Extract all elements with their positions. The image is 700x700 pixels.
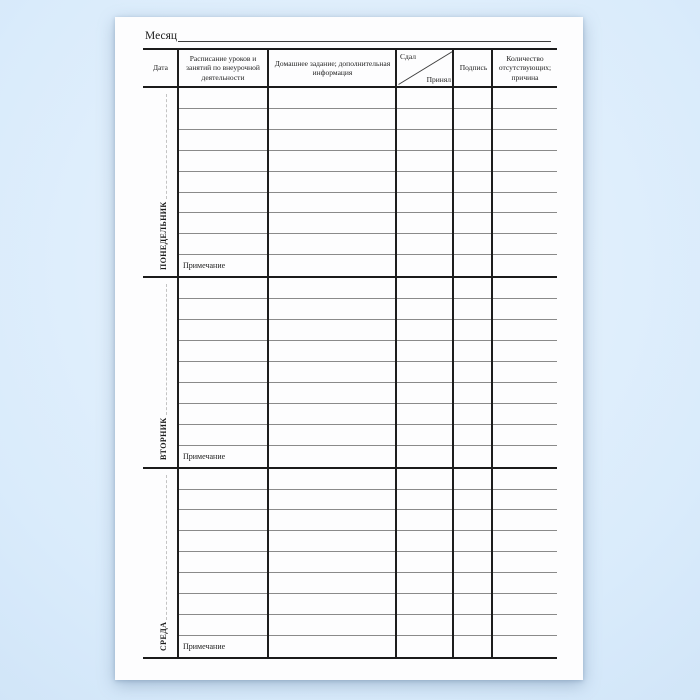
lesson-rows	[178, 88, 557, 255]
day-label-underline	[166, 475, 167, 620]
note-label: Примечание	[183, 451, 226, 461]
header-cell-signature	[454, 50, 493, 86]
day-date-cell	[143, 88, 177, 276]
lesson-row	[178, 151, 557, 172]
lesson-row	[178, 552, 557, 573]
column-divider	[177, 88, 179, 276]
lesson-row	[178, 404, 557, 425]
lesson-row	[178, 615, 557, 636]
lesson-row	[178, 299, 557, 320]
lesson-row	[178, 193, 557, 214]
lesson-row	[178, 278, 557, 299]
lesson-rows	[178, 278, 557, 445]
day-block-wednesday	[143, 469, 557, 659]
column-divider	[267, 469, 269, 657]
note-row	[178, 636, 557, 657]
day-label-rotated	[152, 475, 168, 651]
lesson-rows	[178, 469, 557, 636]
column-divider	[452, 50, 454, 86]
lesson-row	[178, 88, 557, 109]
month-row	[145, 30, 551, 43]
header-cell-homework	[268, 50, 397, 86]
column-divider	[267, 88, 269, 276]
lesson-row	[178, 425, 557, 446]
month-label: Месяц	[145, 30, 178, 42]
header-date-label: Дата	[153, 63, 168, 73]
lesson-row	[178, 130, 557, 151]
column-divider	[395, 469, 397, 657]
lesson-row	[178, 490, 557, 511]
journal-page	[115, 17, 583, 680]
header-homework-label: Домашнее задание; дополнительная информация	[274, 58, 391, 77]
day-label-rotated	[152, 94, 168, 270]
day-block-tuesday	[143, 278, 557, 468]
note-row	[178, 446, 557, 467]
day-date-cell	[143, 469, 177, 657]
day-label-rotated	[152, 284, 168, 460]
note-label: Примечание	[183, 261, 226, 271]
column-divider	[267, 278, 269, 466]
day-label: СРЕДА	[159, 621, 168, 651]
lesson-row	[178, 383, 557, 404]
lesson-row	[178, 109, 557, 130]
day-block-monday	[143, 88, 557, 278]
column-divider	[491, 50, 493, 86]
lesson-row	[178, 531, 557, 552]
lesson-row	[178, 172, 557, 193]
lesson-row	[178, 573, 557, 594]
header-absences-label: Количество отсутствующих; причина	[498, 53, 552, 82]
header-signature-label: Подпись	[459, 63, 488, 73]
lesson-row	[178, 213, 557, 234]
column-divider	[452, 469, 454, 657]
lesson-row	[178, 341, 557, 362]
column-divider	[491, 278, 493, 466]
header-submitted-label: Сдал	[400, 52, 416, 61]
column-divider	[177, 469, 179, 657]
note-row	[178, 255, 557, 276]
column-divider	[395, 278, 397, 466]
month-fill-line	[178, 41, 551, 42]
column-divider	[452, 88, 454, 276]
day-label-underline	[166, 94, 167, 199]
column-divider	[452, 278, 454, 466]
lesson-row	[178, 594, 557, 615]
header-cell-absences	[493, 50, 557, 86]
lesson-row	[178, 320, 557, 341]
lesson-row	[178, 469, 557, 490]
lesson-row	[178, 362, 557, 383]
header-cell-schedule	[178, 50, 268, 86]
header-schedule-label: Расписание уроков и занятий по внеурочной деятельности	[186, 53, 260, 82]
lesson-row	[178, 510, 557, 531]
lesson-row	[178, 234, 557, 255]
header-accepted-label: Принял	[426, 74, 451, 84]
column-divider	[491, 88, 493, 276]
day-date-cell	[143, 278, 177, 466]
column-divider	[395, 88, 397, 276]
header-cell-date	[143, 50, 178, 86]
day-label-underline	[166, 284, 167, 415]
header-cell-submitted-accepted	[397, 50, 454, 86]
day-label: ВТОРНИК	[159, 417, 168, 461]
day-label: ПОНЕДЕЛЬНИК	[159, 201, 168, 271]
column-divider	[395, 50, 397, 86]
column-divider	[267, 50, 269, 86]
note-label: Примечание	[183, 641, 226, 651]
column-divider	[177, 278, 179, 466]
schedule-table	[143, 48, 557, 659]
column-divider	[491, 469, 493, 657]
column-divider	[177, 50, 179, 86]
table-header	[143, 48, 557, 88]
